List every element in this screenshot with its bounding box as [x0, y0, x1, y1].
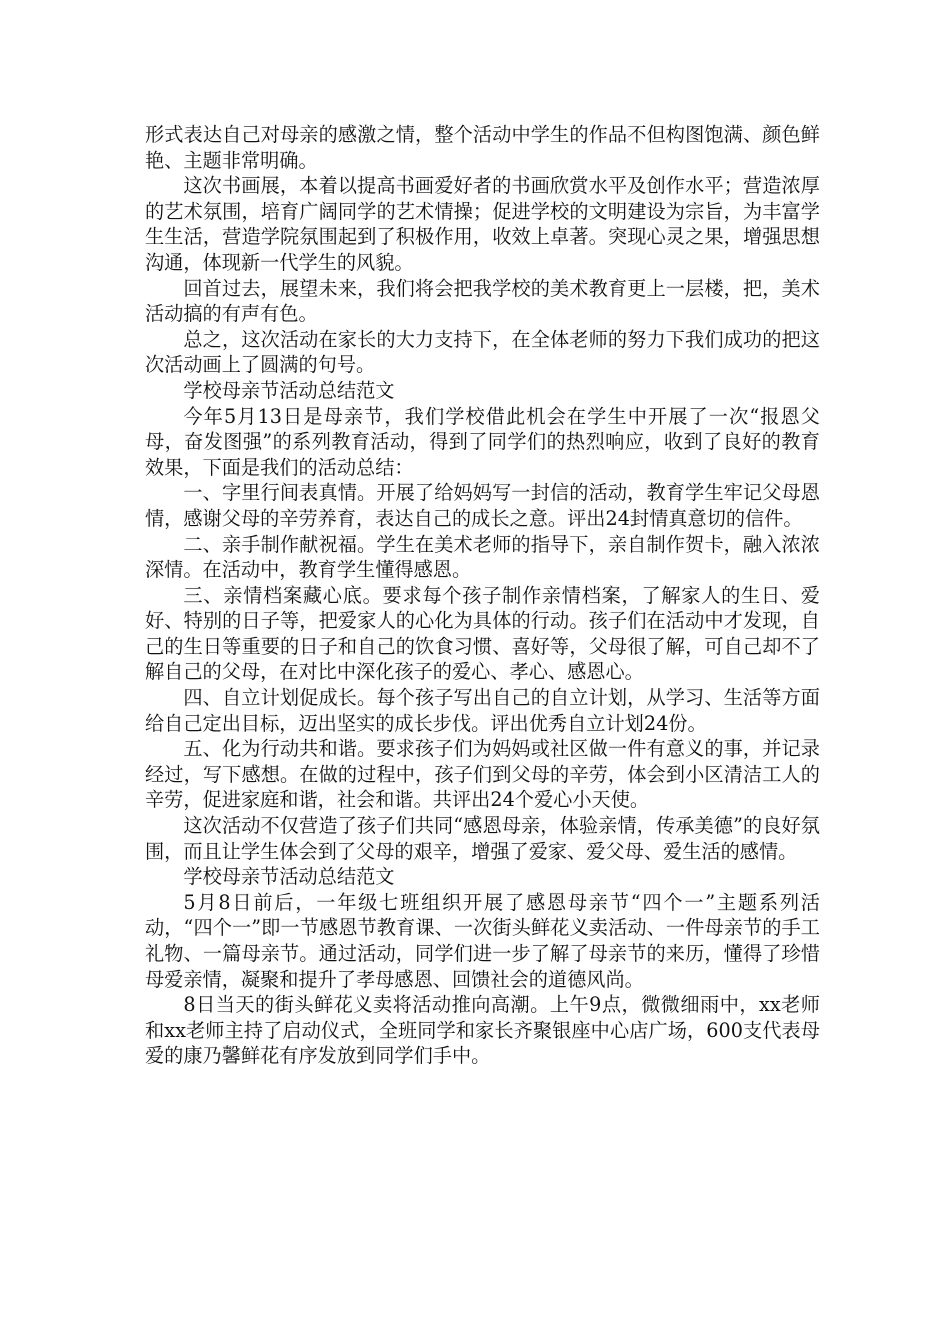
paragraph-item-1: 一、字里行间表真情。开展了给妈妈写一封信的活动，教育学生牢记父母恩情，感谢父母的辛劳养育，表达自己的成长之意。评出24封情真意切的信件。	[145, 481, 820, 530]
paragraph-intro: 今年5月13日是母亲节，我们学校借此机会在学生中开展了一次“报恩父母，奋发图强”的系列教育活动，得到了同学们的热烈响应，收到了良好的教育效果，下面是我们的活动总结：	[145, 404, 820, 479]
section-heading-1: 学校母亲节活动总结范文	[183, 378, 395, 402]
paragraph-item-5: 五、化为行动共和谐。要求孩子们为妈妈或社区做一件有意义的事，并记录经过，写下感想。在做的过程中，孩子们到父母的辛劳，体会到小区清洁工人的辛劳，促进家庭和谐，社会和谐。共评出24个爱心小天使。	[145, 737, 820, 812]
paragraph-four-ones: 5月8日前后，一年级七班组织开展了感恩母亲节“四个一”主题系列活动，“四个一”即一节感恩节教育课、一次街头鲜花义卖活动、一件母亲节的手工礼物、一篇母亲节。通过活动，同学们进一步了解了母亲节的来历，懂得了珍惜母爱亲情，凝聚和提升了孝母感恩、回馈社会的道德风尚。	[145, 890, 820, 991]
paragraph-item-4: 四、自立计划促成长。每个孩子写出自己的自立计划，从学习、生活等方面给自己定出目标，迈出坚实的成长步伐。评出优秀自立计划24份。	[145, 686, 820, 735]
paragraph-continuation: 形式表达自己对母亲的感激之情，整个活动中学生的作品不但构图饱满、颜色鲜艳、主题非常明确。	[145, 123, 820, 172]
paragraph-conclusion: 总之，这次活动在家长的大力支持下，在全体老师的努力下我们成功的把这次活动画上了圆满的句号。	[145, 327, 820, 377]
paragraph-review: 回首过去，展望未来，我们将会把我学校的美术教育更上一层楼，把，美术活动搞的有声有色。	[145, 276, 820, 326]
paragraph-item-3: 三、亲情档案藏心底。要求每个孩子制作亲情档案，了解家人的生日、爱好、特别的日子等，把爱家人的心化为具体的行动。孩子们在活动中才发现，自己的生日等重要的日子和自己的饮食习惯、喜好等，父母很了解，可自己却不了解自己的父母，在对比中深化孩子的爱心、孝心、感恩心。	[145, 583, 820, 684]
paragraph-flower-sale: 8日当天的街头鲜花义卖将活动推向高潮。上午9点，微微细雨中，xx老师和xx老师主持了启动仪式，全班同学和家长齐聚银座中心店广场，600支代表母爱的康乃馨鲜花有序发放到同学们手中。	[145, 993, 820, 1068]
document-page	[145, 122, 820, 1069]
paragraph-item-2: 二、亲手制作献祝福。学生在美术老师的指导下，亲自制作贺卡，融入浓浓深情。在活动中，教育学生懂得感恩。	[145, 532, 820, 582]
paragraph-summary: 这次活动不仅营造了孩子们共同“感恩母亲，体验亲情，传承美德”的良好氛围，而且让学生体会到了父母的艰辛，增强了爱家、爱父母、爱生活的感情。	[145, 814, 820, 863]
section-heading-2: 学校母亲节活动总结范文	[183, 865, 395, 889]
paragraph-exhibition: 这次书画展，本着以提高书画爱好者的书画欣赏水平及创作水平；营造浓厚的艺术氛围，培育广阔同学的艺术情操；促进学校的文明建设为宗旨，为丰富学生生活，营造学院氛围起到了积极作用，收效上卓著。突现心灵之果，增强思想沟通，体现新一代学生的风貌。	[145, 174, 820, 274]
